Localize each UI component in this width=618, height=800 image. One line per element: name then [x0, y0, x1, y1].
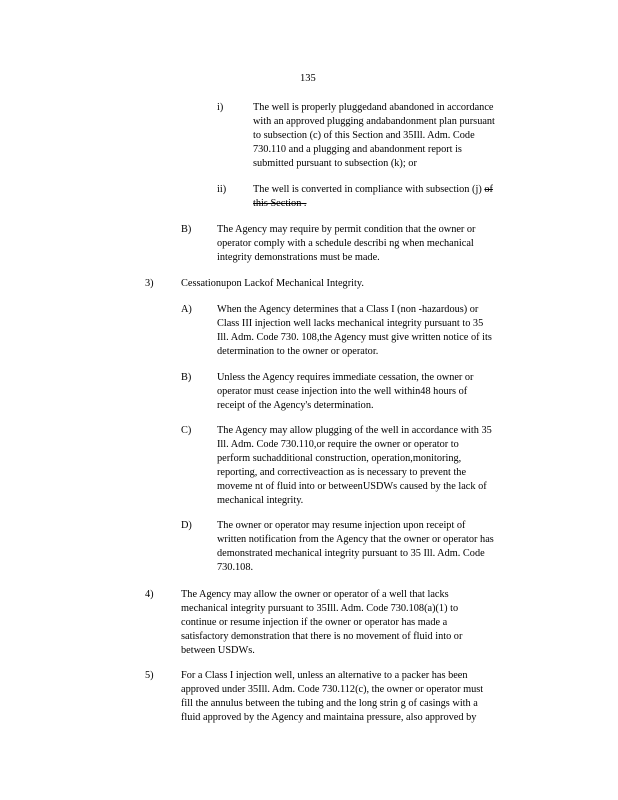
item-text — [253, 183, 543, 211]
text-line: moveme nt of fluid into or betweenUSDWs caused by the lack of — [217, 481, 487, 492]
text-line: continue or resume injection if the owner or operator has made a — [181, 617, 448, 628]
text-line: mechanical integrity. — [217, 495, 304, 506]
text-line: The Agency may require by permit condition that the owner or — [217, 224, 476, 235]
item-label: B) — [181, 372, 192, 383]
text-line: integrity demonstrations must be made. — [217, 252, 380, 263]
page-number: 135 — [300, 73, 316, 84]
text-line — [253, 183, 543, 197]
text-line: 730.108. — [217, 562, 254, 573]
struck-text: of — [484, 184, 493, 195]
text-line: When the Agency determines that a Class I (non -hazardous) or — [217, 304, 479, 315]
text-line: written notification from the Agency that the owner or operator has — [217, 534, 494, 545]
text-line: this Section . — [253, 198, 307, 209]
text-line: to subsection (c) of this Section and 35Ill. Adm. Code — [253, 130, 475, 141]
item-text — [217, 424, 539, 508]
text-line: with an approved plugging andabandonment plan pursuant — [253, 116, 495, 127]
text-line: Ill. Adm. Code 730. 108,the Agency must give written notice of its — [217, 332, 492, 343]
text-line: fluid approved by the Agency and maintaina pressure, also approved by — [181, 712, 477, 723]
section-heading — [181, 277, 481, 291]
text-line: The owner or operator may resume injection upon receipt of — [217, 520, 466, 531]
text-line: 730.110 and a plugging and abandonment report is — [253, 144, 462, 155]
section-label: 5) — [145, 670, 154, 681]
text-line: submitted pursuant to subsection (k); or — [253, 158, 417, 169]
item-text — [217, 223, 527, 265]
text-line: For a Class I injection well, unless an alternative to a packer has been — [181, 670, 468, 681]
text-line: approved under 35Ill. Adm. Code 730.112(c), the owner or operator must — [181, 684, 484, 695]
text-line: determination to the owner or operator. — [217, 346, 379, 357]
item-text — [217, 371, 519, 413]
item-label: ii) — [217, 184, 227, 195]
text-line: receipt of the Agency's determination. — [217, 400, 374, 411]
text-line: operator comply with a schedule describi ng when mechanical — [217, 238, 474, 249]
item-label: D) — [181, 520, 192, 531]
text-line: The well is properly pluggedand abandoned in accordance — [253, 102, 494, 113]
item-label: A) — [181, 304, 192, 315]
text-line: satisfactory demonstration that there is no movement of fluid into or — [181, 631, 463, 642]
text-line: mechanical integrity pursuant to 35Ill. Adm. Code 730.108(a)(1) to — [181, 603, 459, 614]
text-line: Ill. Adm. Code 730.110,or require the owner or operator to — [217, 439, 459, 450]
section-label: 3) — [145, 278, 154, 289]
text-line: The Agency may allow plugging of the well in accordance with 35 — [217, 425, 492, 436]
text-line: Unless the Agency requires immediate cessation, the owner or — [217, 372, 474, 383]
item-text — [217, 519, 543, 575]
section-text — [181, 669, 529, 725]
item-label: C) — [181, 425, 192, 436]
text-segment: The well is converted in compliance with subsection (j) — [253, 184, 482, 195]
text-line: demonstrated mechanical integrity pursuant to 35 Ill. Adm. Code — [217, 548, 485, 559]
section-text — [181, 588, 511, 658]
text-line: between USDWs. — [181, 645, 255, 656]
text-line: operator must cease injection into the well within48 hours of — [217, 386, 468, 397]
text-line: reporting, and correctiveaction as is necessary to prevent the — [217, 467, 467, 478]
item-label: i) — [217, 102, 224, 113]
struck-text: this Section — [253, 198, 302, 209]
item-text — [217, 303, 539, 359]
section-label: 4) — [145, 589, 154, 600]
text-line: The Agency may allow the owner or operator of a well that lacks — [181, 589, 449, 600]
item-label: B) — [181, 224, 192, 235]
text-line: Class III injection well lacks mechanical integrity pursuant to 35 — [217, 318, 484, 329]
text-line: perform suchadditional construction, operation,monitoring, — [217, 453, 462, 464]
item-text — [253, 101, 530, 171]
text-line: Cessationupon Lackof Mechanical Integrity. — [181, 278, 364, 289]
text-line: fill the annulus between the tubing and the long strin g of casings with a — [181, 698, 478, 709]
